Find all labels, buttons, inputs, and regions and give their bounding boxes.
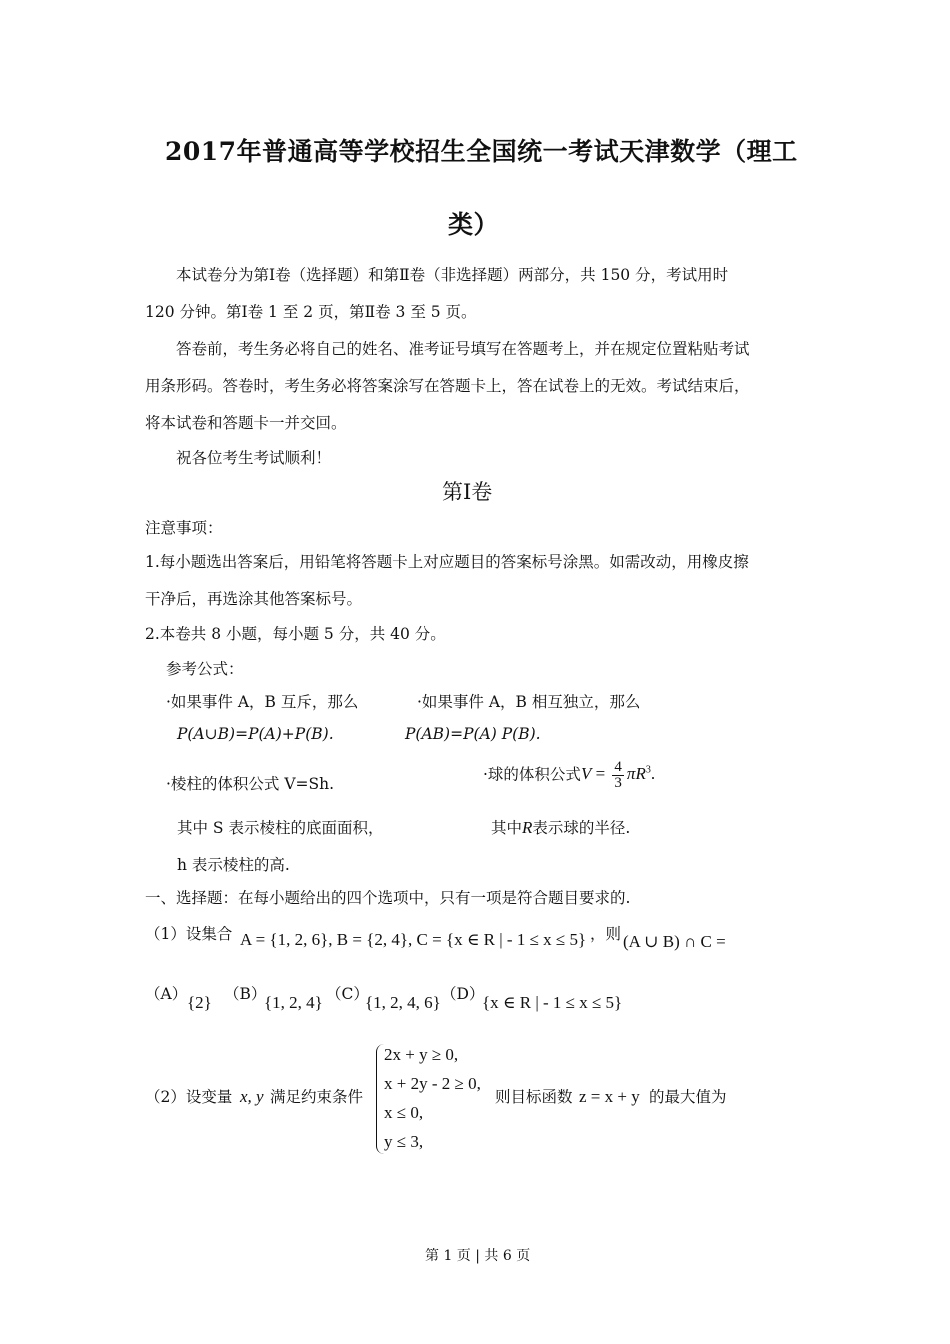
q2-constraint-text: 满足约束条件: [270, 1088, 364, 1106]
q1-option-c-label: （C）: [326, 985, 369, 1003]
exam-title-line1: [165, 132, 798, 168]
sphere-note-prefix: 其中: [491, 819, 523, 837]
note-1-line1: 1.每小题选出答案后，用铅笔将答题卡上对应题目的答案标号涂黑。如需改动，用橡皮擦: [145, 553, 749, 571]
intro-p1-line1: 本试卷分为第Ⅰ卷（选择题）和第Ⅱ卷（非选择题）两部分，共 150 分，考试用时: [176, 266, 729, 284]
mutex-formula: P(A∪B)=P(A)+P(B).: [177, 725, 334, 743]
section-title: 第Ⅰ卷: [442, 480, 493, 504]
q2-constraint-3: x ≤ 0,: [384, 1103, 424, 1122]
q1-expression: (A ∪ B) ∩ C =: [623, 932, 726, 951]
intro-p2-line2: 用条形码。答卷时，考生务必将答案涂写在答题卡上，答在试卷上的无效。考试结束后，: [145, 377, 750, 395]
q2-number: （2）设变量: [145, 1088, 233, 1106]
sphere-volume-label: ·球的体积公式: [483, 765, 581, 784]
page-footer: 第 1 页 | 共 6 页: [425, 1248, 531, 1264]
intro-p1-line2: 120 分钟。第Ⅰ卷 1 至 2 页，第Ⅱ卷 3 至 5 页。: [145, 303, 477, 321]
q2-tail: 的最大值为: [649, 1088, 727, 1106]
notes-heading: 注意事项：: [145, 519, 223, 537]
prism-note-1: 其中 S 表示棱柱的底面面积，: [177, 819, 384, 837]
sphere-fraction: [612, 760, 624, 791]
part1-heading: 一、选择题：在每小题给出的四个选项中，只有一项是符合题目要求的.: [145, 889, 631, 907]
sphere-volume: [483, 760, 655, 791]
q1-option-b: {1, 2, 4}: [264, 993, 323, 1012]
sphere-exponent: 3: [645, 764, 651, 776]
q2-vars: x, y: [240, 1087, 264, 1106]
q1-stem-math: A = {1, 2, 6}, B = {2, 4}, C = {x ∈ R | - 1 ≤ x ≤ 5}: [240, 930, 587, 949]
q2-objective-text: 则目标函数: [495, 1088, 573, 1106]
formulas-heading: 参考公式：: [166, 660, 244, 678]
q1-option-d: {x ∈ R | - 1 ≤ x ≤ 5}: [482, 993, 623, 1012]
sphere-eq: =: [591, 764, 610, 784]
exam-title-prefix: 2017年普通高等学校招生全国统一考试天津: [165, 137, 671, 166]
q2-constraint-4: y ≤ 3,: [384, 1132, 424, 1151]
intro-p2-line3: 将本试卷和答题卡一并交回。: [145, 414, 347, 432]
q1-option-d-label: （D）: [441, 985, 485, 1003]
indep-formula: P(AB)=P(A) P(B).: [405, 725, 541, 743]
q1-option-a-label: （A）: [145, 985, 188, 1003]
sphere-rhs: πR: [626, 764, 646, 784]
q1-option-a: {2}: [187, 993, 212, 1012]
indep-label: ·如果事件 A，B 相互独立，那么: [417, 693, 641, 711]
sphere-end: .: [650, 764, 656, 784]
note-1-line2: 干净后，再选涂其他答案标号。: [145, 590, 363, 608]
exam-title-subject: 数学（理工: [670, 137, 798, 166]
sphere-note-suffix: 表示球的半径.: [532, 819, 631, 837]
intro-p2-line1: 答卷前，考生务必将自己的姓名、准考证号填写在答题考上，并在规定位置粘贴考试: [176, 340, 750, 358]
q1-option-c: {1, 2, 4, 6}: [365, 993, 441, 1012]
q2-constraint-2: x + 2y - 2 ≥ 0,: [384, 1074, 481, 1093]
prism-note-2: h 表示棱柱的高.: [177, 856, 290, 874]
fraction-denominator: 3: [614, 775, 622, 791]
q1-then: ，则: [590, 925, 622, 943]
sphere-lhs: V: [580, 764, 592, 784]
sphere-note: [491, 816, 630, 838]
exam-title-line2: 类）: [448, 210, 500, 239]
sphere-note-var: R: [522, 818, 533, 837]
intro-p3: 祝各位考生考试顺利！: [176, 449, 332, 467]
note-2: 2.本卷共 8 小题，每小题 5 分，共 40 分。: [145, 625, 446, 643]
q2-constraint-1: 2x + y ≥ 0,: [384, 1045, 459, 1064]
q2-objective: z = x + y: [579, 1087, 640, 1106]
prism-volume-label: ·棱柱的体积公式 V=Sh.: [166, 775, 335, 793]
q1-number: （1）设集合: [145, 925, 233, 943]
mutex-label: ·如果事件 A，B 互斥，那么: [166, 693, 359, 711]
q1-option-b-label: （B）: [224, 985, 267, 1003]
fraction-numerator: 4: [614, 759, 622, 775]
